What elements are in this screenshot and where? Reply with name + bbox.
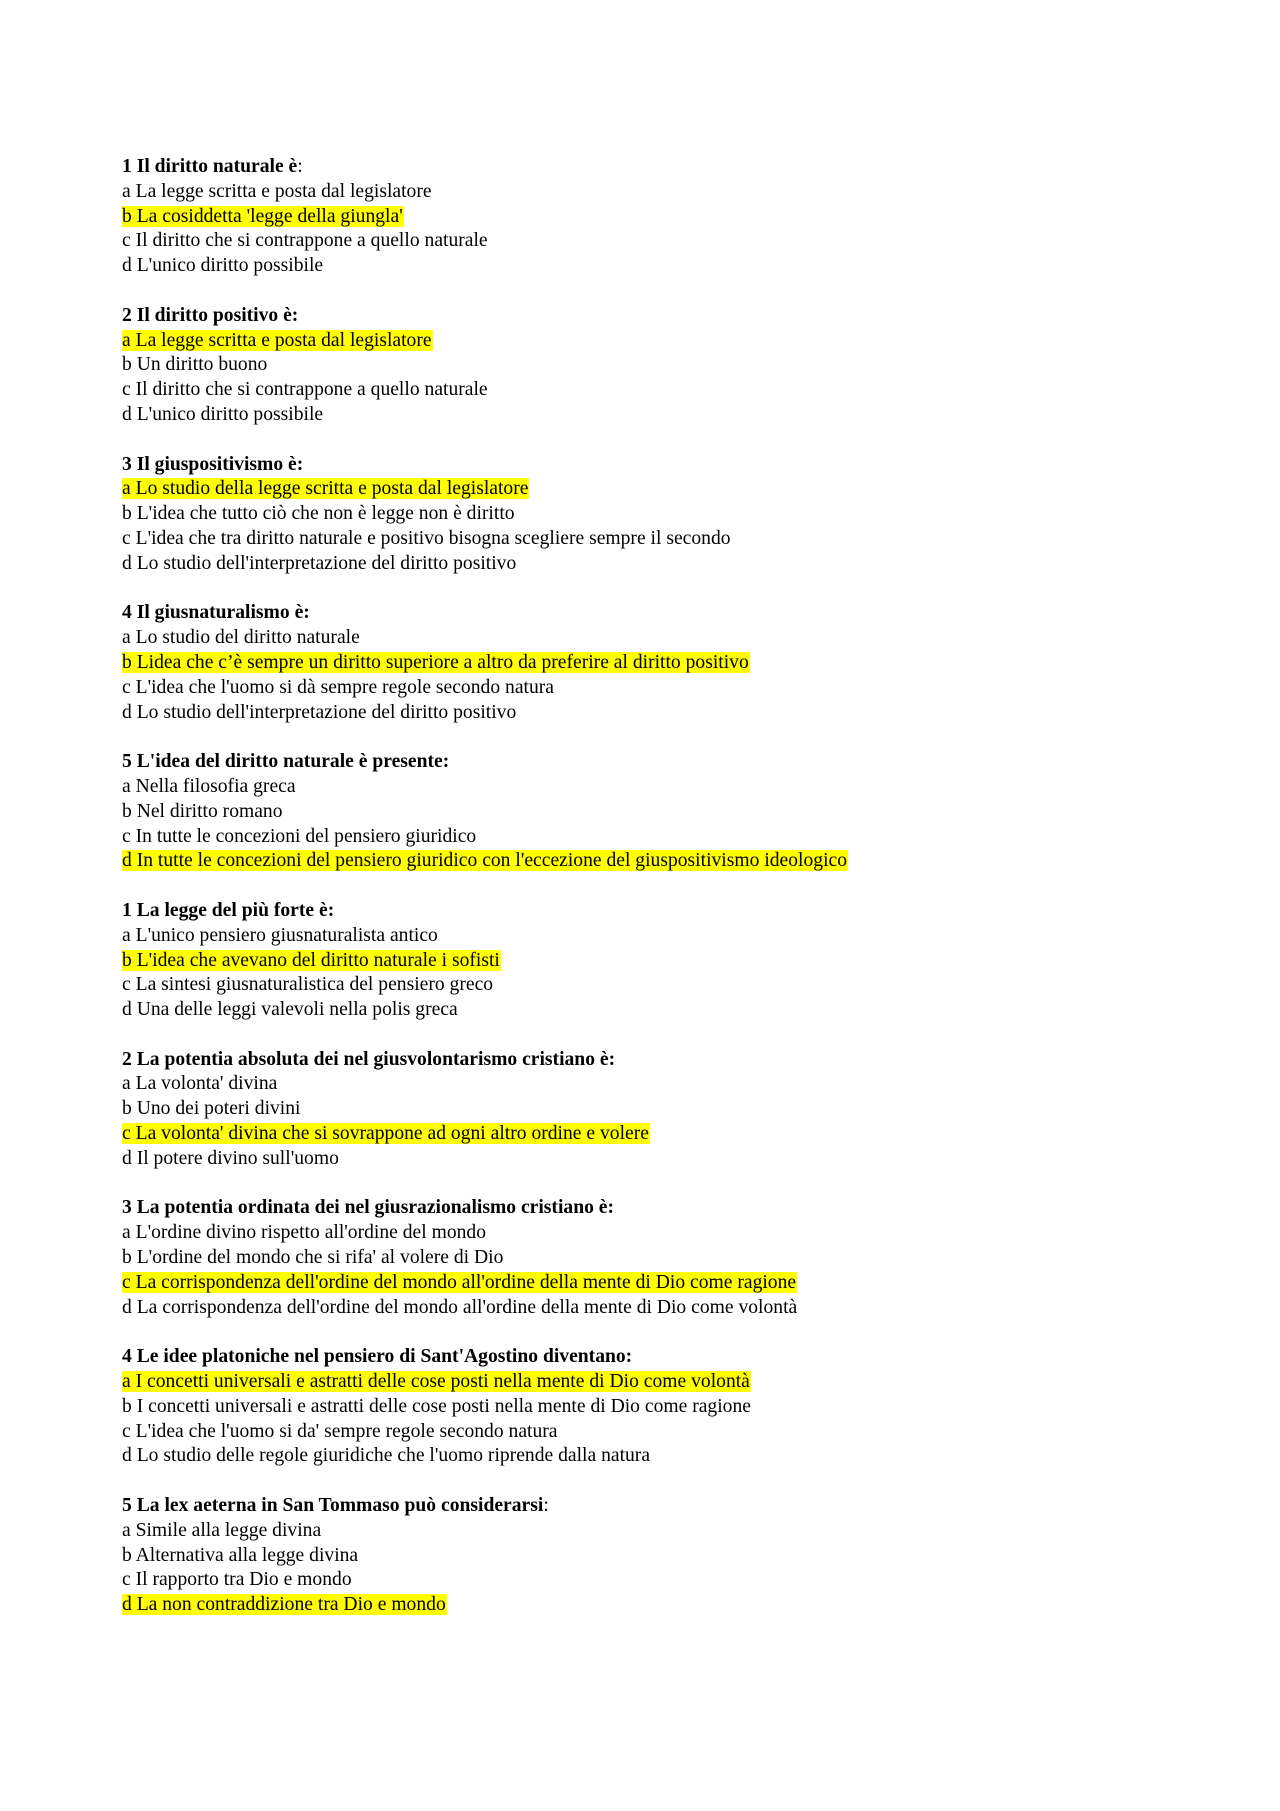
answer-option-c bbox=[122, 676, 1222, 701]
answer-option-d bbox=[122, 849, 1222, 874]
answer-option-c bbox=[122, 1122, 1222, 1147]
answer-option-c bbox=[122, 229, 1222, 254]
answer-option-d bbox=[122, 1444, 1222, 1469]
answer-option-a bbox=[122, 775, 1222, 800]
question-title-text: 3 Il giuspositivismo è: bbox=[122, 453, 304, 475]
answer-option-text: d Lo studio dell'interpretazione del diritto positivo bbox=[122, 701, 517, 723]
answer-option-d bbox=[122, 254, 1222, 279]
answer-option-text: a La legge scritta e posta dal legislatore bbox=[122, 180, 432, 202]
answer-option-text-highlighted: a I concetti universali e astratti delle cose posti nella mente di Dio come volontà bbox=[122, 1371, 750, 1393]
answer-option-b bbox=[122, 1097, 1222, 1122]
answer-option-text: a L'unico pensiero giusnaturalista antico bbox=[122, 924, 438, 946]
answer-option-d bbox=[122, 403, 1222, 428]
answer-option-text: a La volonta' divina bbox=[122, 1073, 278, 1095]
answer-option-a bbox=[122, 329, 1222, 354]
answer-option-d bbox=[122, 701, 1222, 726]
question-title bbox=[122, 1048, 1222, 1073]
answer-option-b bbox=[122, 651, 1222, 676]
question-block bbox=[122, 304, 1222, 428]
question-block bbox=[122, 601, 1222, 725]
answer-option-text: a L'ordine divino rispetto all'ordine del mondo bbox=[122, 1222, 487, 1244]
answer-option-d bbox=[122, 1296, 1222, 1321]
answer-option-text-highlighted: a Lo studio della legge scritta e posta dal legislatore bbox=[122, 478, 529, 500]
answer-option-c bbox=[122, 378, 1222, 403]
answer-option-c bbox=[122, 1420, 1222, 1445]
answer-option-text-highlighted: b La cosiddetta 'legge della giungla' bbox=[122, 205, 403, 227]
question-title bbox=[122, 750, 1222, 775]
answer-option-b bbox=[122, 1395, 1222, 1420]
question-title bbox=[122, 1196, 1222, 1221]
question-block bbox=[122, 1048, 1222, 1172]
question-block bbox=[122, 155, 1222, 279]
answer-option-b bbox=[122, 353, 1222, 378]
answer-option-a bbox=[122, 180, 1222, 205]
answer-option-a bbox=[122, 924, 1222, 949]
answer-option-text: b Nel diritto romano bbox=[122, 800, 283, 822]
answer-option-text: b L'idea che tutto ciò che non è legge non è diritto bbox=[122, 503, 515, 525]
answer-option-text: b Un diritto buono bbox=[122, 354, 268, 376]
question-title-text: 3 La potentia ordinata dei nel giusrazionalismo cristiano è: bbox=[122, 1197, 615, 1219]
answer-option-text: d Lo studio delle regole giuridiche che l'uomo riprende dalla natura bbox=[122, 1445, 651, 1467]
answer-option-a bbox=[122, 1519, 1222, 1544]
answer-option-text: c Il diritto che si contrappone a quello naturale bbox=[122, 230, 488, 252]
answer-option-text-highlighted: a La legge scritta e posta dal legislatore bbox=[122, 329, 432, 351]
answer-option-c bbox=[122, 1568, 1222, 1593]
answer-option-text-highlighted: b Lidea che c’è sempre un diritto superiore a altro da preferire al diritto positivo bbox=[122, 651, 749, 673]
answer-option-text: c L'idea che tra diritto naturale e positivo bisogna scegliere sempre il secondo bbox=[122, 527, 731, 549]
answer-option-text: c L'idea che l'uomo si dà sempre regole secondo natura bbox=[122, 676, 554, 698]
answer-option-d bbox=[122, 552, 1222, 577]
question-title-text: 4 Le idee platoniche nel pensiero di Sant'Agostino diventano: bbox=[122, 1346, 633, 1368]
answer-option-b bbox=[122, 1246, 1222, 1271]
question-title-text: 1 La legge del più forte è: bbox=[122, 899, 335, 921]
answer-option-text: d Il potere divino sull'uomo bbox=[122, 1147, 339, 1169]
answer-option-text: d L'unico diritto possibile bbox=[122, 255, 324, 277]
answer-option-d bbox=[122, 1147, 1222, 1172]
answer-option-text: c In tutte le concezioni del pensiero giuridico bbox=[122, 825, 477, 847]
answer-option-text-highlighted: c La volonta' divina che si sovrappone ad ogni altro ordine e volere bbox=[122, 1123, 649, 1145]
answer-option-text-highlighted: c La corrispondenza dell'ordine del mondo all'ordine della mente di Dio come ragione bbox=[122, 1271, 797, 1293]
answer-option-text: c Il diritto che si contrappone a quello naturale bbox=[122, 379, 488, 401]
answer-option-text: b Alternativa alla legge divina bbox=[122, 1544, 359, 1566]
answer-option-text: d L'unico diritto possibile bbox=[122, 403, 324, 425]
answer-option-c bbox=[122, 973, 1222, 998]
answer-option-b bbox=[122, 949, 1222, 974]
answer-option-text-highlighted: d In tutte le concezioni del pensiero giuridico con l'eccezione del giuspositivismo ideologico bbox=[122, 850, 848, 872]
answer-option-c bbox=[122, 1271, 1222, 1296]
question-block bbox=[122, 1494, 1222, 1618]
answer-option-c bbox=[122, 527, 1222, 552]
answer-option-a bbox=[122, 1072, 1222, 1097]
answer-option-a bbox=[122, 1370, 1222, 1395]
question-block bbox=[122, 453, 1222, 577]
answer-option-b bbox=[122, 1544, 1222, 1569]
question-block bbox=[122, 899, 1222, 1023]
answer-option-text-highlighted: b L'idea che avevano del diritto naturale i sofisti bbox=[122, 949, 500, 971]
question-title-suffix: : bbox=[297, 156, 303, 177]
answer-option-text: c L'idea che l'uomo si da' sempre regole secondo natura bbox=[122, 1420, 558, 1442]
answer-option-text-highlighted: d La non contraddizione tra Dio e mondo bbox=[122, 1594, 446, 1616]
answer-option-text: d Una delle leggi valevoli nella polis greca bbox=[122, 999, 458, 1021]
answer-option-text: a Lo studio del diritto naturale bbox=[122, 627, 360, 649]
answer-option-b bbox=[122, 502, 1222, 527]
question-title bbox=[122, 601, 1222, 626]
answer-option-d bbox=[122, 998, 1222, 1023]
question-block bbox=[122, 750, 1222, 874]
question-title-text: 1 Il diritto naturale è bbox=[122, 156, 298, 177]
answer-option-text: b I concetti universali e astratti delle cose posti nella mente di Dio come ragione bbox=[122, 1395, 751, 1417]
question-title-text: 4 Il giusnaturalismo è: bbox=[122, 602, 310, 624]
question-title bbox=[122, 304, 1222, 329]
question-title bbox=[122, 155, 1222, 180]
question-title bbox=[122, 899, 1222, 924]
answer-option-text: d Lo studio dell'interpretazione del diritto positivo bbox=[122, 552, 517, 574]
answer-option-c bbox=[122, 825, 1222, 850]
answer-option-text: b Uno dei poteri divini bbox=[122, 1098, 301, 1120]
question-title-text: 5 La lex aeterna in San Tommaso può considerarsi bbox=[122, 1495, 544, 1517]
answer-option-b bbox=[122, 205, 1222, 230]
answer-option-text: a Simile alla legge divina bbox=[122, 1519, 322, 1541]
quiz-document bbox=[122, 155, 1222, 1643]
answer-option-text: a Nella filosofia greca bbox=[122, 775, 296, 797]
question-title-suffix: : bbox=[543, 1495, 549, 1517]
question-title bbox=[122, 453, 1222, 478]
answer-option-d bbox=[122, 1593, 1222, 1618]
question-block bbox=[122, 1345, 1222, 1469]
answer-option-a bbox=[122, 1221, 1222, 1246]
question-title-text: 2 Il diritto positivo è: bbox=[122, 304, 299, 326]
question-title bbox=[122, 1494, 1222, 1519]
answer-option-text: d La corrispondenza dell'ordine del mondo all'ordine della mente di Dio come volontà bbox=[122, 1296, 798, 1318]
question-title-text: 5 L'idea del diritto naturale è presente: bbox=[122, 751, 450, 773]
answer-option-b bbox=[122, 800, 1222, 825]
answer-option-text: c Il rapporto tra Dio e mondo bbox=[122, 1569, 352, 1591]
question-title bbox=[122, 1345, 1222, 1370]
answer-option-text: c La sintesi giusnaturalistica del pensiero greco bbox=[122, 974, 494, 996]
question-block bbox=[122, 1196, 1222, 1320]
answer-option-a bbox=[122, 626, 1222, 651]
answer-option-a bbox=[122, 477, 1222, 502]
answer-option-text: b L'ordine del mondo che si rifa' al volere di Dio bbox=[122, 1247, 504, 1269]
question-title-text: 2 La potentia absoluta dei nel giusvolontarismo cristiano è: bbox=[122, 1048, 616, 1070]
